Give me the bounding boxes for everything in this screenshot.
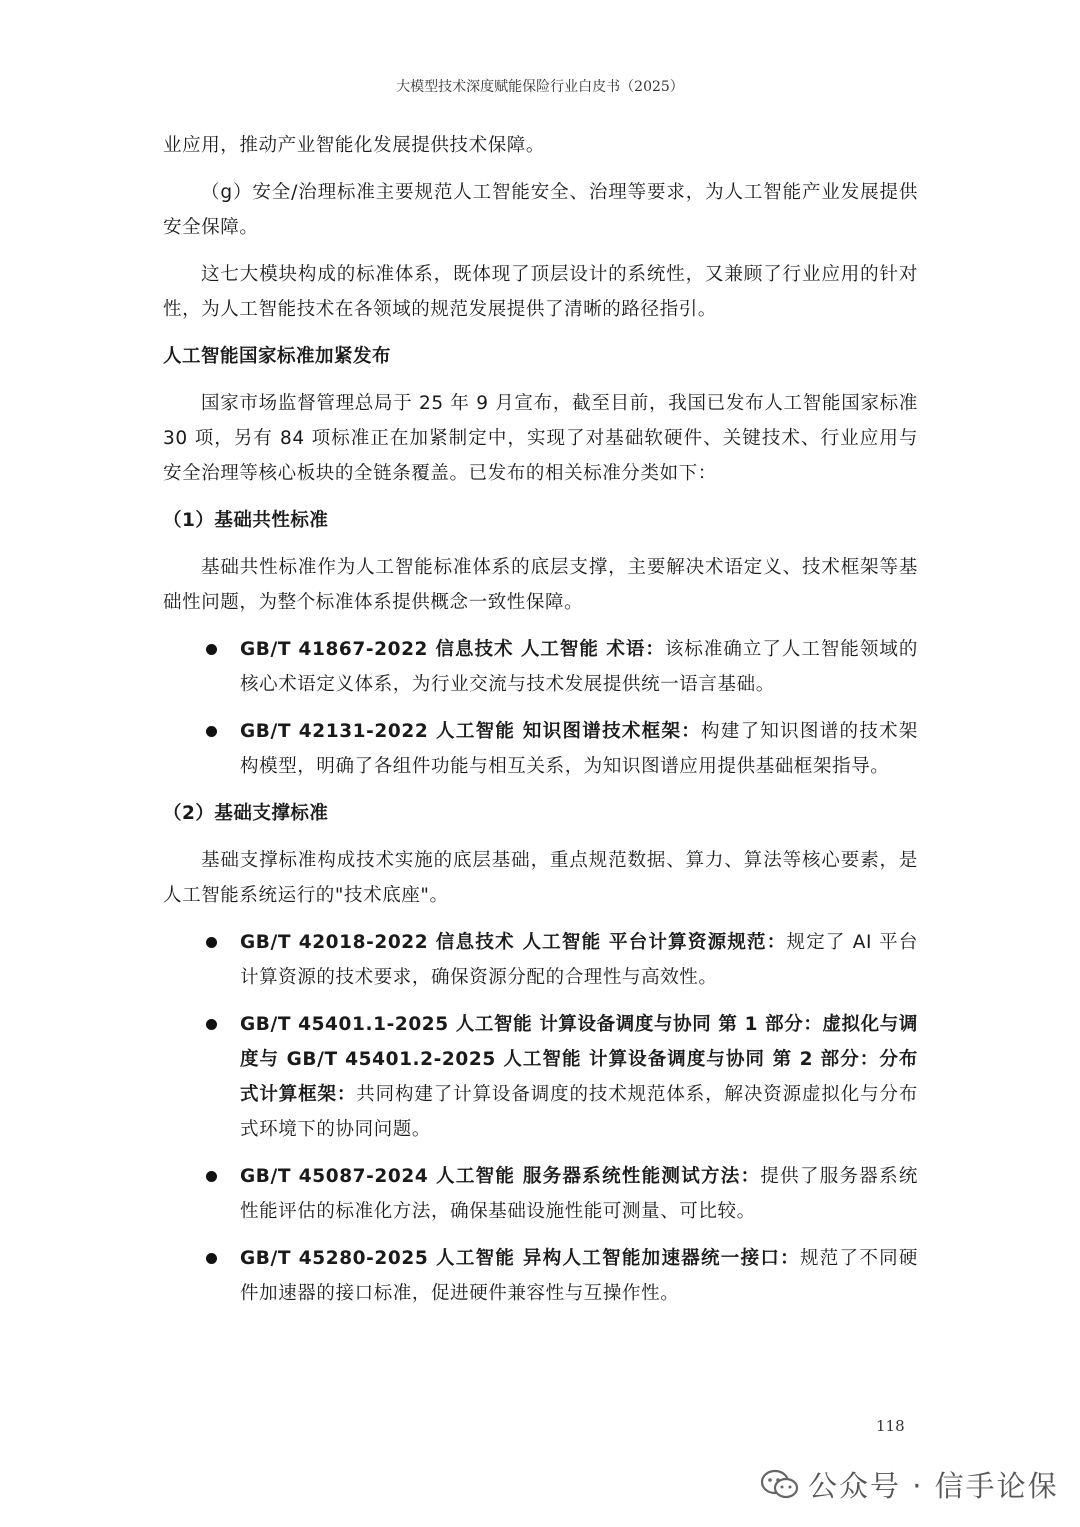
bullet-icon (206, 1171, 217, 1182)
standard-title: GB/T 45087-2024 人工智能 服务器系统性能测试方法： (240, 1166, 761, 1187)
list-item (163, 632, 918, 702)
standard-title: GB/T 45401.1-2025 人工智能 计算设备调度与协同 第 1 部分：虚拟化与调度与 GB/T 45401.2-2025 人工智能 计算设备调度与协同 第 2 部分：分布式计算框架： (240, 1014, 918, 1105)
standard-title: GB/T 42018-2022 信息技术 人工智能 平台计算资源规范： (240, 932, 787, 953)
standard-description: 共同构建了计算设备调度的技术规范体系，解决资源虚拟化与分布式环境下的协同问题。 (240, 1084, 918, 1140)
paragraph: 业应用，推动产业智能化发展提供技术保障。 (163, 135, 546, 156)
bullet-icon (206, 1019, 217, 1030)
section-heading: 人工智能国家标准加紧发布 (163, 346, 392, 367)
paragraph: 这七大模块构成的标准体系，既体现了顶层设计的系统性，又兼顾了行业应用的针对性，为人工智能技术在各领域的规范发展提供了清晰的路径指引。 (163, 264, 918, 320)
wechat-icon (760, 1468, 800, 1502)
standard-description: 规定了 AI 平台计算资源的技术要求，确保资源分配的合理性与高效性。 (240, 932, 918, 988)
paragraph: 基础共性标准作为人工智能标准体系的底层支撑，主要解决术语定义、技术框架等基础性问题，为整个标准体系提供概念一致性保障。 (163, 557, 918, 613)
bullet-icon (206, 937, 217, 948)
standard-description: 构建了知识图谱的技术架构模型，明确了各组件功能与相互关系，为知识图谱应用提供基础框架指导。 (240, 721, 918, 777)
standard-description: 该标准确立了人工智能领域的核心术语定义体系，为行业交流与技术发展提供统一语言基础。 (240, 639, 918, 695)
bullet-icon (206, 1253, 217, 1264)
subsection-heading: （2）基础支撑标准 (163, 803, 329, 824)
paragraph: （g）安全/治理标准主要规范人工智能安全、治理等要求，为人工智能产业发展提供安全保障。 (163, 182, 918, 238)
watermark-text: 公众号 · 信手论保 (808, 1469, 1059, 1503)
page-number: 118 (876, 1417, 905, 1435)
watermark (760, 1464, 1059, 1505)
page-header: 大模型技术深度赋能保险行业白皮书（2025） (396, 79, 684, 95)
standard-description: 提供了服务器系统性能评估的标准化方法，确保基础设施性能可测量、可比较。 (240, 1166, 918, 1222)
paragraph: 基础支撑标准构成技术实施的底层基础，重点规范数据、算力、算法等核心要素，是人工智能系统运行的"技术底座"。 (163, 850, 918, 906)
standard-title: GB/T 42131-2022 人工智能 知识图谱技术框架： (240, 721, 702, 742)
list-item (163, 1241, 918, 1311)
standard-title: GB/T 45280-2025 人工智能 异构人工智能加速器统一接口： (240, 1248, 800, 1269)
list-item (163, 925, 918, 995)
bullet-list-basic (163, 632, 918, 784)
list-item (163, 1159, 918, 1229)
bullet-icon (206, 644, 217, 655)
standard-title: GB/T 41867-2022 信息技术 人工智能 术语： (240, 639, 665, 660)
bullet-icon (206, 726, 217, 737)
list-item (163, 714, 918, 784)
bullet-list-support (163, 925, 918, 1311)
list-item (163, 1007, 918, 1147)
paragraph: 国家市场监督管理总局于 25 年 9 月宣布，截至目前，我国已发布人工智能国家标准 30 项，另有 84 项标准正在加紧制定中，实现了对基础软硬件、关键技术、行业应用与安全治理等核心板块的全链条覆盖。已发布的相关标准分类如下： (163, 393, 918, 484)
subsection-heading: （1）基础共性标准 (163, 510, 329, 531)
document-body (163, 128, 918, 1311)
standard-description: 规范了不同硬件加速器的接口标准，促进硬件兼容性与互操作性。 (240, 1248, 918, 1304)
